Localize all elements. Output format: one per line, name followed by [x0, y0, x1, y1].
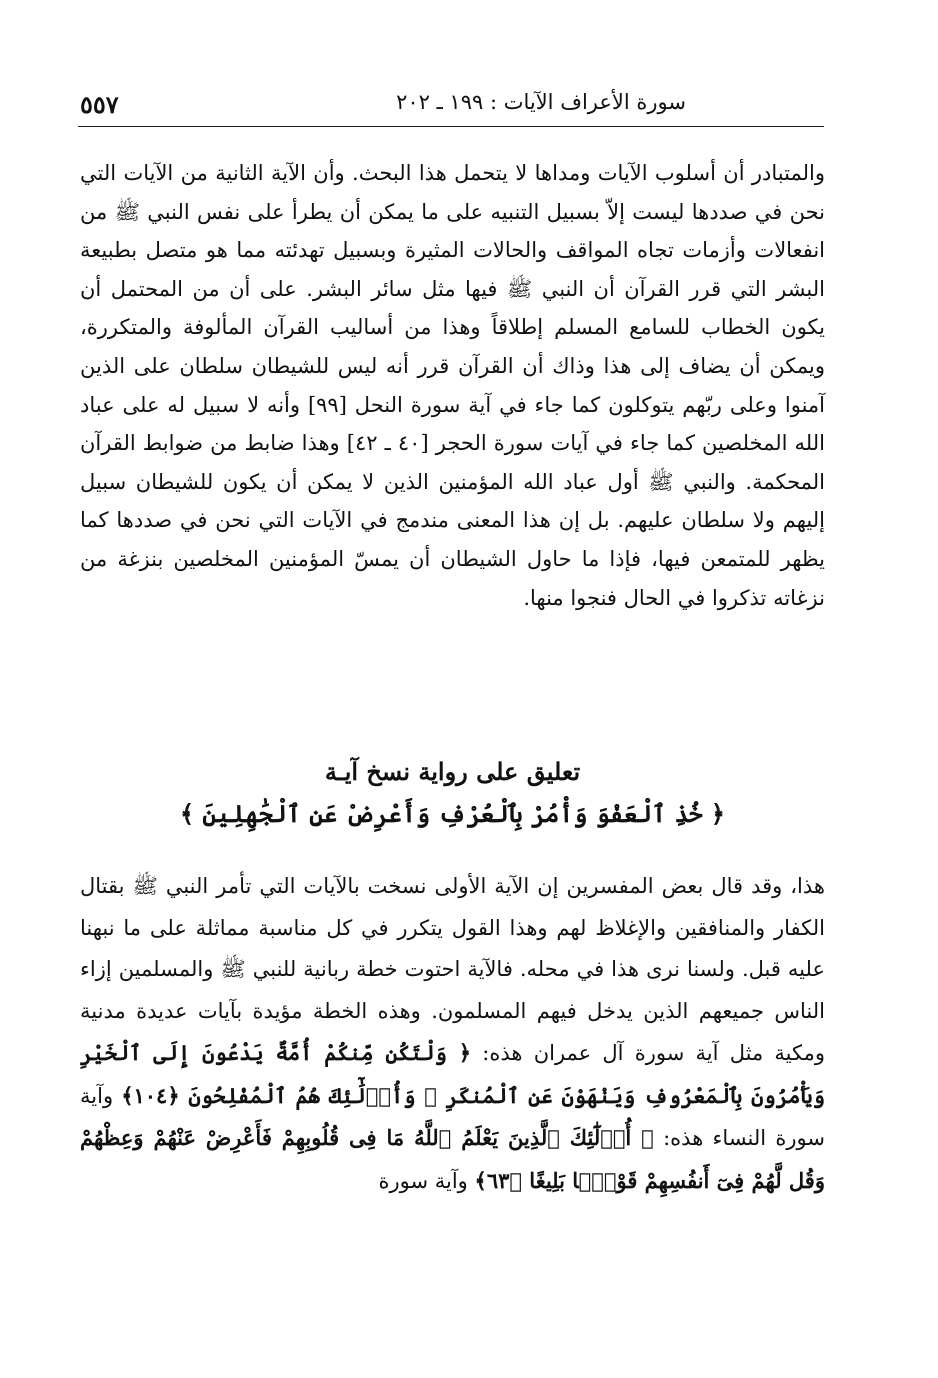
paragraph-2-text-b: وآية سورة النساء هذه:	[80, 1083, 826, 1150]
section-title: تعليق على رواية نسخ آيـة	[324, 757, 581, 786]
body-paragraph-2	[80, 866, 825, 1202]
section-verse: ﴿ خُذِ ٱلْعَفْوَ وَأْمُرْ بِٱلْعُرْفِ وَأَعْرِضْ عَنِ ٱلْجَٰهِلِينَ ﴾	[180, 799, 725, 828]
page-header	[78, 88, 826, 128]
page-number: ٥٥٧	[80, 90, 119, 119]
paragraph-2-text-a: هذا، وقد قال بعض المفسرين إن الآية الأولى نسخت بالآيات التي تأمر النبي ﷺ بقتال الكفار والمنافقين والإغلاظ لهم وهذا القول يتكرر في كل مناسبة مماثلة على ما نبهنا عليه قبل. ولسنا نرى هذا في محله. فالآية احتوت خطة ربانية للنبي ﷺ والمسلمين إزاء الناس جميعهم الذين يدخل فيهم المسلمون. وهذه الخطة مؤيدة بآيات عديدة مدنية ومكية مثل آية سورة آل عمران هذه:	[80, 874, 825, 1065]
quran-quote-1: ﴿ وَلْتَكُن مِّنكُمْ أُمَّةٌ يَدْعُونَ إِلَى ٱلْخَيْرِ وَيَأْمُرُونَ بِٱلْمَعْرُوفِ وَيَنْهَوْنَ عَنِ ٱلْمُنكَرِ ۚ وَأُو۟لَٰٓئِكَ هُمُ ٱلْمُفْلِحُونَ ﴿١٠٤﴾	[80, 1040, 825, 1108]
section-heading	[80, 752, 825, 836]
running-title: سورة الأعراف الآيات : ١٩٩ ـ ٢٠٢	[396, 90, 686, 114]
header-rule	[78, 126, 824, 127]
paragraph-2-text-c: وآية سورة	[378, 1168, 468, 1193]
quran-quote-2: ﴿ أُو۟لَٰٓئِكَ ٱلَّذِينَ يَعْلَمُ ٱللَّهُ مَا فِى قُلُوبِهِمْ فَأَعْرِضْ عَنْهُمْ وَعِظْهُمْ وَقُل لَّهُمْ فِىٓ أَنفُسِهِمْ قَوْلًۢا بَلِيغًا ﴿٦٣﴾	[80, 1125, 825, 1193]
body-paragraph-1: والمتبادر أن أسلوب الآيات ومداها لا يتحمل هذا البحث. وأن الآية الثانية من الآيات التي نحن في صددها ليست إلاّ بسبيل التنبيه على ما يمكن أن يطرأ على نفس النبي ﷺ من انفعالات وأزمات تجاه المواقف والحالات المثيرة وبسبيل تهدئته مما هو متصل بطبيعة البشر التي قرر القرآن أن النبي ﷺ فيها مثل سائر البشر. على أن من المحتمل أن يكون الخطاب للسامع المسلم إطلاقاً وهذا من أساليب القرآن المألوفة والمتكررة، ويمكن أن يضاف إلى هذا وذاك أن القرآن قرر أنه ليس للشيطان سلطان على الذين آمنوا وعلى ربّهم يتوكلون كما جاء في آية سورة النحل [٩٩] وأنه لا سبيل له على عباد الله المخلصين كما جاء في آيات سورة الحجر [٤٠ ـ ٤٢] وهذا ضابط من ضوابط القرآن المحكمة. والنبي ﷺ أول عباد الله المؤمنين الذين لا يمكن أن يكون للشيطان سبيل إليهم ولا سلطان عليهم. بل إن هذا المعنى مندمج في الآيات التي نحن في صددها كما يظهر للمتمعن فيها، فإذا ما حاول الشيطان أن يمسّ المؤمنين المخلصين بنزغة من نزغاته تذكروا في الحال فنجوا منها.	[80, 161, 825, 610]
